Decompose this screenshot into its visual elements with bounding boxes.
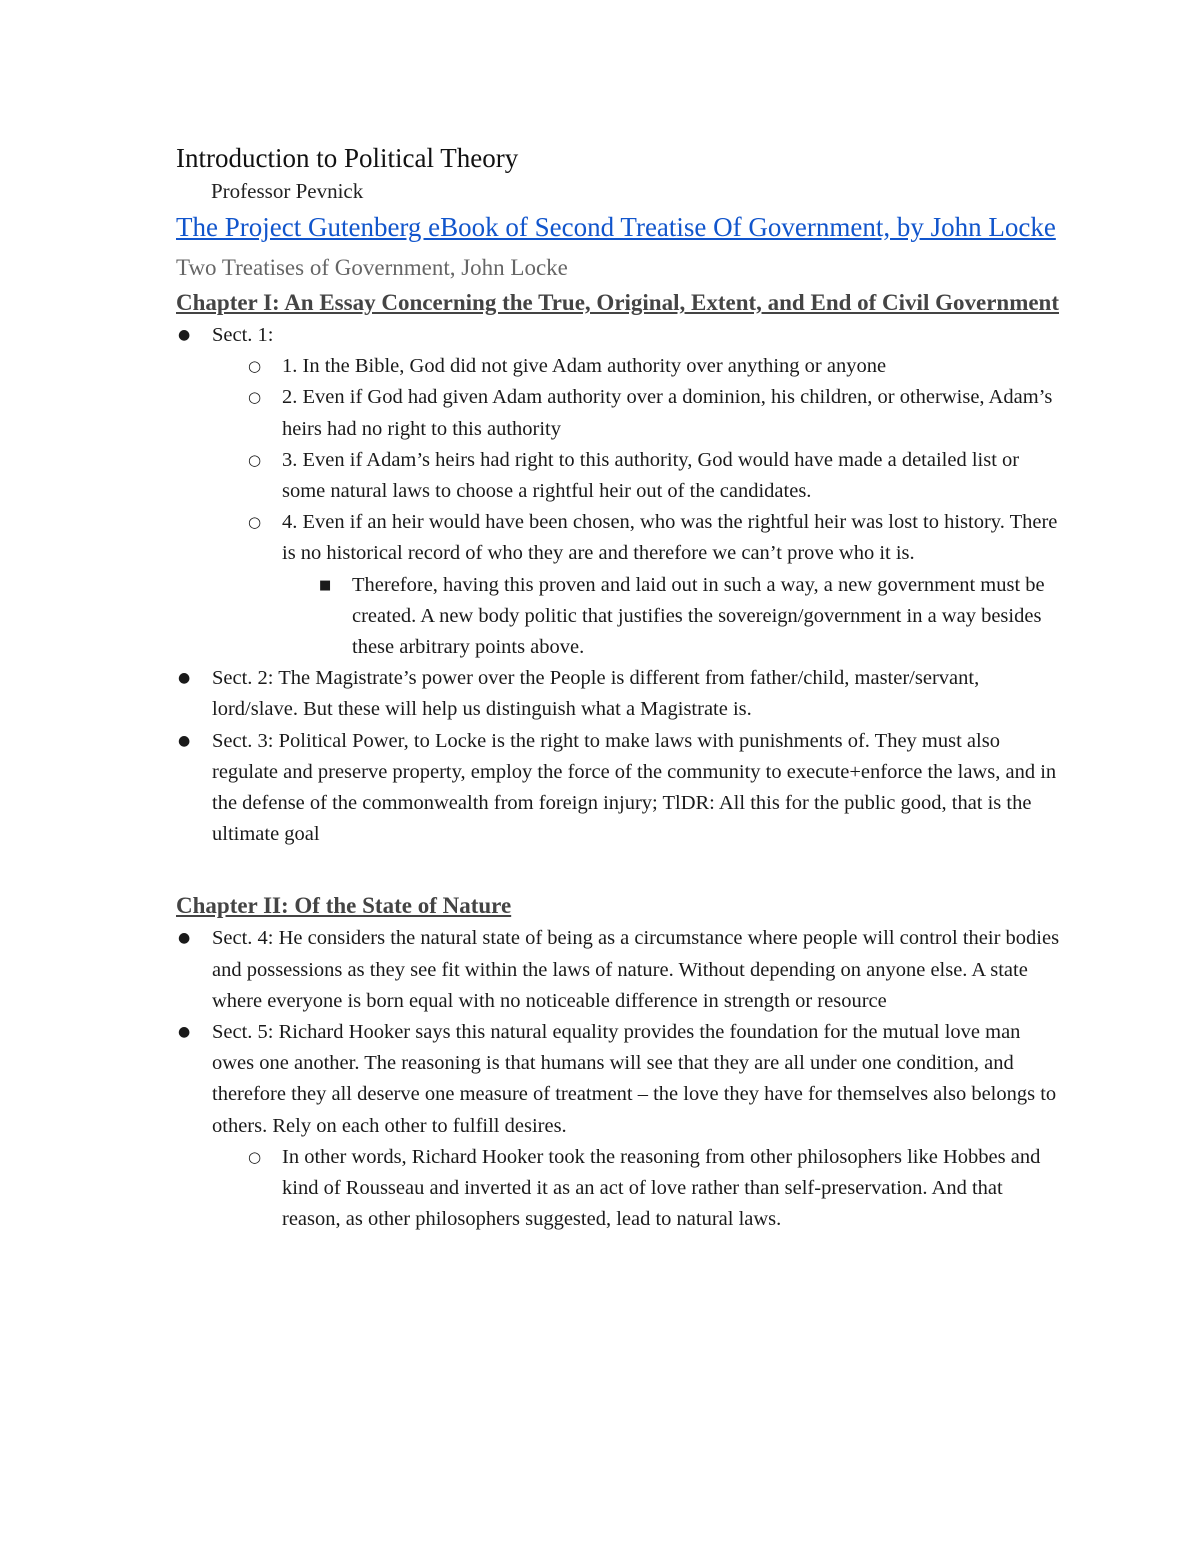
filled-circle-bullet-icon: ● (178, 1024, 191, 1041)
list-item-sect-1-point-3 (176, 445, 1066, 507)
gutenberg-ebook-link[interactable]: The Project Gutenberg eBook of Second Treatise Of Government, by John Locke (176, 212, 1056, 242)
list-item-sect-1 (176, 320, 1066, 351)
professor-name: Professor Pevnick (211, 179, 364, 203)
list-item-sect-1-sub-point (176, 570, 1066, 664)
sect-1-point-text: 1. In the Bible, God did not give Adam authority over anything or anyone (282, 355, 887, 378)
sect-1-label: Sect. 1: (212, 324, 274, 346)
hollow-circle-bullet-icon: ○ (248, 388, 262, 407)
list-item-sect-5-sub-point (176, 1142, 1066, 1236)
document-subtitle: Two Treatises of Government, John Locke (176, 255, 568, 280)
sect-1-point-text: 4. Even if an heir would have been chosen, who was the rightful heir was lost to history. There is no historical record of who they are and therefore we can’t prove who it is. (282, 511, 1058, 565)
chapter-2-list (176, 923, 1066, 1235)
sect-4-text: Sect. 4: He considers the natural state of being as a circumstance where people will control their bodies and possessions as they see fit within the laws of nature. Without depending on anyone else. A state where everyone is born equal with no noticeable difference in strength or resource (212, 927, 1060, 1012)
sect-5-text: Sect. 5: Richard Hooker says this natural equality provides the foundation for the mutual love man owes one another. The reasoning is that humans will see that they are all under one condition, and therefore they all deserve one measure of treatment – the love they have for themselves also belongs to others. Rely on each other to fulfill desires. (212, 1021, 1057, 1137)
list-item-sect-1-point-1 (176, 351, 1066, 382)
filled-circle-bullet-icon: ● (178, 930, 191, 947)
list-item-sect-1-point-4 (176, 507, 1066, 569)
chapter-1-list (176, 320, 1066, 850)
list-item-sect-4 (176, 923, 1066, 1017)
hollow-circle-bullet-icon: ○ (248, 450, 262, 469)
filled-circle-bullet-icon: ● (178, 670, 191, 687)
sect-1-point-text: 3. Even if Adam’s heirs had right to this authority, God would have made a detailed list or some natural laws to choose a rightful heir out of the candidates. (282, 448, 1020, 503)
hollow-circle-bullet-icon: ○ (248, 357, 262, 376)
hollow-circle-bullet-icon: ○ (248, 513, 262, 532)
list-item-sect-3 (176, 726, 1066, 851)
sect-2-text: Sect. 2: The Magistrate’s power over the People is different from father/child, master/servant, lord/slave. But these will help us distinguish what a Magistrate is. (212, 667, 980, 721)
sect-1-sub-point-text: Therefore, having this proven and laid out in such a way, a new government must be created. A new body politic that justifies the sovereign/government in a way besides these arbitrary points above. (352, 573, 1045, 659)
list-item-sect-5 (176, 1017, 1066, 1142)
hollow-circle-bullet-icon: ○ (248, 1147, 262, 1166)
filled-circle-bullet-icon: ● (178, 327, 191, 343)
document-title: Introduction to Political Theory (176, 143, 519, 173)
chapter-2-heading: Chapter II: Of the State of Nature (176, 893, 512, 919)
list-item-sect-1-point-2 (176, 382, 1066, 444)
sect-3-text: Sect. 3: Political Power, to Locke is the right to make laws with punishments of. They must also regulate and preserve property, employ the force of the community to execute+enforce the laws, and in the defense of the commonwealth from foreign injury; TlDR: All this for the public good, that is the ultimate goal (212, 729, 1057, 846)
sect-5-sub-point-text: In other words, Richard Hooker took the reasoning from other philosophers like Hobbes and kind of Rousseau and inverted it as an act of love rather than self-preservation. And that reason, as other philosophers suggested, lead to natural laws. (282, 1145, 1041, 1231)
list-item-sect-2 (176, 663, 1066, 725)
filled-circle-bullet-icon: ● (178, 732, 191, 749)
sect-1-point-text: 2. Even if God had given Adam authority over a dominion, his children, or otherwise, Adam’s heirs had no right to this authority (282, 386, 1053, 440)
document-page (176, 140, 1066, 1235)
filled-square-bullet-icon: ■ (319, 577, 332, 593)
chapter-1-heading: Chapter I: An Essay Concerning the True, Original, Extent, and End of Civil Government (176, 290, 1060, 315)
